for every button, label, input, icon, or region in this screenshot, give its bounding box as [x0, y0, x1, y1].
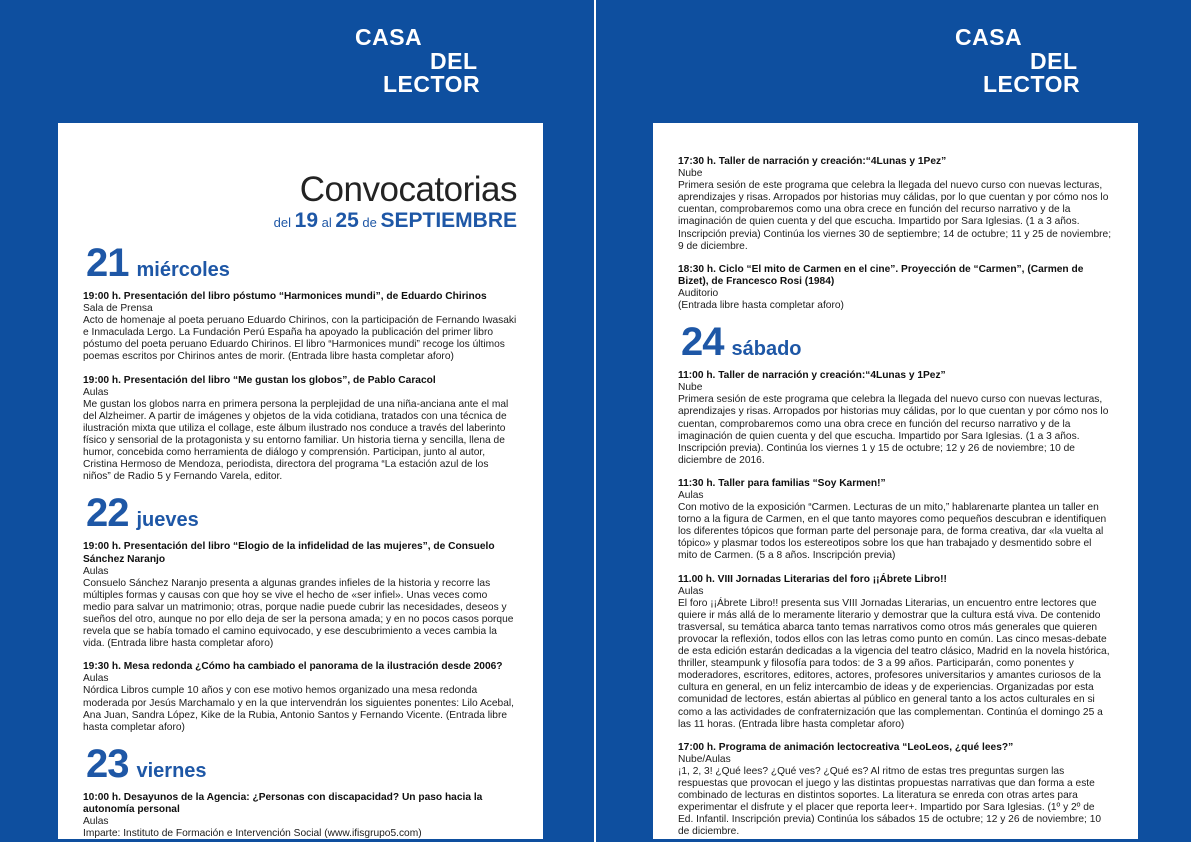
- event-description: Imparte: Instituto de Formación e Intervención Social (www.ifisgrupo5.com): [83, 828, 422, 839]
- event-title: 18:30 h. Ciclo “El mito de Carmen en el cine”. Proyección de “Carmen”, (Carmen de Bizet), de Francesco Rosi (1984): [678, 263, 1084, 287]
- day-name: miércoles: [136, 259, 230, 281]
- event-item: [678, 478, 1112, 563]
- event-item: [83, 661, 517, 734]
- day-number: 21: [86, 241, 129, 285]
- event-item: [678, 156, 1112, 253]
- day-name: viernes: [136, 759, 207, 782]
- day-header: [681, 320, 1112, 365]
- date-word-of: de: [362, 215, 377, 230]
- logo-word-del: DEL: [430, 47, 478, 74]
- day-header: [86, 241, 517, 285]
- event-description: Acto de homenaje al poeta peruano Eduardo Chirinos, con la participación de Fernando Iwasaki e Inmaculada Lergo. La Fundación Perú España ha apoyado la publicación del primer libro póstumo del poeta peruano Eduardo Chirinos. El libro “Harmonices mundi” recoge los últimos poemas escritos por Chirinos antes de morir. (Entrada libre hasta completar aforo): [83, 315, 517, 363]
- event-location: Aulas: [83, 386, 109, 398]
- date-word-to: al: [321, 215, 332, 230]
- logo-word-casa: CASA: [355, 24, 423, 50]
- event-description: Me gustan los globos narra en primera persona la perplejidad de una niña-anciana ante el mal del Alzheimer. A partir de imágenes y objetos de la vida cotidiana, tratados con una técnica de ilustración mixta que utiliza el collage, este álbum ilustrado nos conduce a través del laberinto físico y sensorial de la protagonista y su entorno familiar. Un historia tierna y sencilla, llena de humor, concebida como herramienta de diálogo y comprensión. Participan, junto al autor, Cristina Hermoso de Mendoza, periodista, directora del programa “La estación azul de los niños” de Radio 5 y Fernando Varela, editor.: [83, 398, 509, 483]
- event-description: (Entrada libre hasta completar aforo): [678, 300, 844, 312]
- event-title: 11:00 h. Taller de narración y creación:“4Lunas y 1Pez”: [678, 370, 946, 382]
- day-name: jueves: [136, 509, 199, 532]
- event-item: [678, 264, 1112, 312]
- event-item: [678, 574, 1112, 731]
- right-page-events: [678, 156, 1112, 839]
- event-location: Nube: [678, 382, 703, 394]
- day-number: 23: [86, 741, 129, 786]
- event-title: 19:00 h. Presentación del libro “Me gustan los globos”, de Pablo Caracol: [83, 374, 436, 386]
- event-title: 10:00 h. Desayunos de la Agencia: ¿Personas con discapacidad? Un paso hacia la autonomía personal: [83, 791, 483, 815]
- day-name: sábado: [731, 338, 802, 361]
- event-title: 11:30 h. Taller para familias “Soy Karmen!”: [678, 477, 886, 489]
- event-item: [678, 742, 1112, 839]
- logo-word-lector: LECTOR: [383, 71, 481, 97]
- event-location: Nube/Aulas: [678, 753, 731, 765]
- date-month: SEPTIEMBRE: [380, 209, 517, 232]
- left-page-panel: [58, 123, 543, 839]
- event-description: Nórdica Libros cumple 10 años y con ese motivo hemos organizado una mesa redonda moderada por Jesús Marchamalo y en la que intervendrán los siguientes ponentes: Lilo Acebal, Ana Juan, Sandra López, Kike de la Rubia, Antonio Santos y Fernando Vicente. (Entrada libre hasta completar aforo): [83, 685, 514, 733]
- event-title: 17:30 h. Taller de narración y creación:“4Lunas y 1Pez”: [678, 156, 947, 167]
- event-title: 11.00 h. VIII Jornadas Literarias del foro ¡¡Ábrete Libro!!: [678, 573, 947, 585]
- day-header: [86, 741, 517, 786]
- event-title: 19:00 h. Presentación del libro póstumo “Harmonices mundi”, de Eduardo Chirinos: [83, 291, 487, 302]
- event-location: Aulas: [678, 585, 704, 597]
- date-word-from: del: [273, 215, 292, 230]
- event-title: 19:30 h. Mesa redonda ¿Cómo ha cambiado el panorama de la ilustración desde 2006?: [83, 661, 503, 673]
- event-location: Aulas: [83, 816, 109, 827]
- event-location: Aulas: [83, 565, 109, 577]
- event-item: [83, 792, 517, 839]
- page-title: Convocatorias: [299, 170, 517, 209]
- event-item: [83, 291, 517, 364]
- event-item: [83, 375, 517, 484]
- date-start-day: 19: [294, 209, 319, 232]
- event-description: Con motivo de la exposición “Carmen. Lecturas de un mito,” hablarenarte plantea un taller en torno a la figura de Carmen, en el que tanto mayores como pequeños descubran e identifiquen los diferentes tópicos que forman parte del personaje para, de forma creativa, dar «la vuelta al tópico» y plasmar todos los estereotipos sobre los que han trabajado y desmentido sobre el mito de Carmen. (5 a 8 años. Inscripción previa): [678, 502, 1107, 562]
- event-description: Primera sesión de este programa que celebra la llegada del nuevo curso con nuevas lecturas, aprendizajes y risas. Arropados por historias muy cálidas, por lo que cuentan y por cómo nos lo cuentan, comprobaremos como una obra crece en función del recurso narrativo y de la imaginación de quien cuenta y del que escucha. Impartido por Sara Iglesias. (1 a 3 años. Inscripción previa) Continúa los viernes 30 de septiembre; 14 de octubre; 11 y 25 de noviembre; 9 de diciembre.: [678, 180, 1112, 252]
- day-header: [86, 491, 517, 536]
- event-description: Primera sesión de este programa que celebra la llegada del nuevo curso con nuevas lecturas, aprendizajes y risas. Arropados por historias muy cálidas, por lo que cuentan y por cómo nos lo cuentan, comprobaremos como una obra crece en función del recurso narrativo y de la imaginación de quien cuenta y del que escucha. Impartido por Sara Iglesias. (1 a 3 años. Inscripción previa). Continúa los viernes 1 y 15 de octubre; 12 y 26 de noviembre; 10 de diciembre de 2016.: [678, 394, 1109, 466]
- event-location: Aulas: [83, 673, 109, 685]
- day-number: 22: [86, 491, 129, 536]
- logo-word-casa: CASA: [955, 24, 1023, 50]
- casa-del-lector-logo: [355, 26, 480, 97]
- event-location: Auditorio: [678, 287, 719, 299]
- event-location: Aulas: [678, 489, 704, 501]
- day-number: 24: [681, 320, 724, 365]
- event-item: [83, 541, 517, 650]
- logo-word-lector: LECTOR: [983, 71, 1081, 97]
- title-block: [83, 123, 517, 233]
- logo-word-del: DEL: [1030, 47, 1078, 74]
- date-range: [83, 209, 517, 233]
- event-location: Nube: [678, 168, 703, 180]
- date-end-day: 25: [335, 209, 359, 232]
- right-page-panel: [653, 123, 1138, 839]
- event-description: ¡1, 2, 3! ¿Qué lees? ¿Qué ves? ¿Qué es? Al ritmo de estas tres preguntas surgen las respuestas que provocan el juego y las distintas propuestas narrativas que dan forma a este combinado de lecturas en distintos soportes. La literatura se enreda con otras artes para experimentar el disfrute y el placer que reporta leer+. Impartido por Sara Iglesias. (1º y 2º de Ed. Infantil. Inscripción previa) Continúa los sábados 15 de octubre; 12 y 26 de noviembre; 10 de diciembre.: [678, 765, 1102, 838]
- event-location: Sala de Prensa: [83, 303, 153, 315]
- event-description: Consuelo Sánchez Naranjo presenta a algunas grandes infieles de la historia y recorre las múltiples formas y causas con que hoy se vive el hecho de «ser infiel». Unas veces como medio para salvar un matrimonio; otras, porque nadie puede cubrir las necesidades, deseos y sueños del otro, aunque no por ello deja de ser la persona amada; y en no pocos casos porque revela que se había tomado el camino equivocado, y ese descubrimiento a veces cambia la vida. (Entrada libre hasta completar aforo): [83, 577, 514, 650]
- left-page-events: [83, 241, 517, 839]
- event-item: [678, 370, 1112, 467]
- event-description: El foro ¡¡Ábrete Libro!! presenta sus VIII Jornadas Literarias, un encuentro entre lectores que quiere ir más allá de lo meramente literario y demostrar que la cultura está viva. De contenido trasversal, su temática abarca tanto temas narrativos como otros más generales que quieren provocar la reflexión, todos ellos con las letras como punto en común. Las cinco mesas-debate de esta edición estarán dedicadas a la vigencia del teatro clásico, Madrid en la novela histórica, thriller, steampunk y filosofía para todos: de 3 a 99 años. Participarán, como ponentes y moderadores, escritores, editores, actores, profesores universitarios y amantes curiosos de la cultura en general, en un feliz intercambio de ideas y de experiencias. Organizadas por esta comunidad de lectores, están abiertas al público en general tanto a los actos culturales en si como a las actividades de confraternización que las complementan. Continúa el domingo 25 a las 11 horas. (Entrada libre hasta completar aforo): [678, 597, 1110, 730]
- event-title: 17:00 h. Programa de animación lectocreativa “LeoLeos, ¿qué lees?”: [678, 741, 1014, 753]
- event-title: 19:00 h. Presentación del libro “Elogio de la infidelidad de las mujeres”, de Consuelo Sánchez Naranjo: [83, 541, 495, 565]
- page-fold-divider: [594, 0, 596, 842]
- casa-del-lector-logo: [955, 26, 1080, 97]
